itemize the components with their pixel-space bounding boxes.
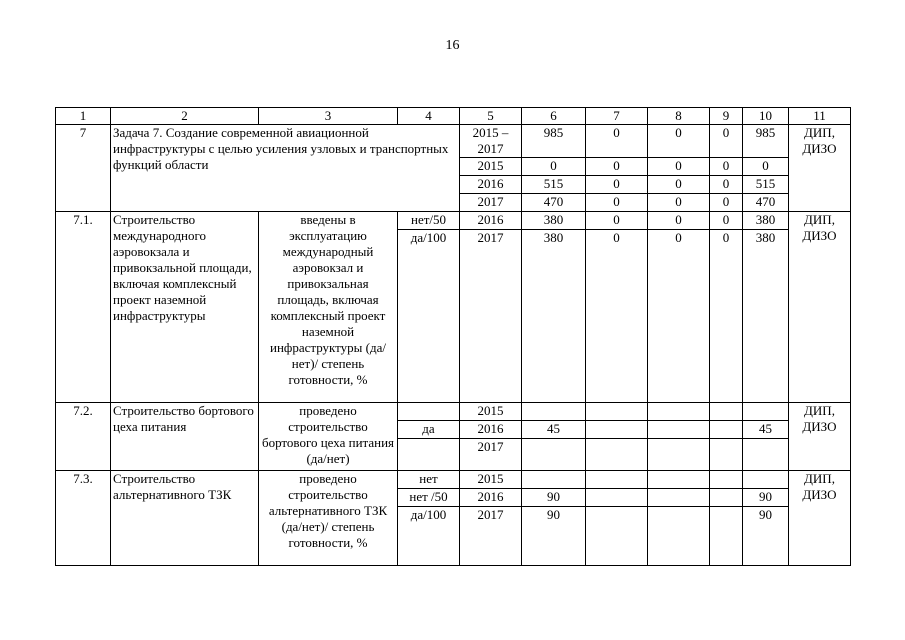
- value-cell: 985: [522, 125, 586, 158]
- value-cell: 0: [522, 158, 586, 176]
- target-cell: [398, 439, 460, 471]
- program-table: [55, 107, 851, 566]
- item-name: Строительство альтернативного ТЗК: [111, 471, 259, 566]
- header-cell: 10: [743, 108, 789, 125]
- value-cell: 0: [586, 194, 648, 212]
- target-cell: да/100: [398, 507, 460, 566]
- value-cell: 0: [648, 158, 710, 176]
- value-cell: [648, 421, 710, 439]
- header-cell: 9: [710, 108, 743, 125]
- value-cell: [743, 403, 789, 421]
- value-cell: [586, 507, 648, 566]
- value-cell: 0: [743, 158, 789, 176]
- year-cell: 2016: [460, 421, 522, 439]
- value-cell: 0: [710, 158, 743, 176]
- value-cell: [648, 507, 710, 566]
- value-cell: [586, 489, 648, 507]
- value-cell: 0: [586, 212, 648, 230]
- value-cell: [586, 421, 648, 439]
- value-cell: 0: [648, 212, 710, 230]
- value-cell: 380: [743, 230, 789, 403]
- value-cell: [710, 471, 743, 489]
- row-number: 7.2.: [56, 403, 111, 471]
- value-cell: 0: [710, 176, 743, 194]
- value-cell: 470: [743, 194, 789, 212]
- header-cell: 2: [111, 108, 259, 125]
- year-cell: 2017: [460, 230, 522, 403]
- year-cell: 2015: [460, 158, 522, 176]
- value-cell: 0: [710, 212, 743, 230]
- executor-cell: ДИП, ДИЗО: [789, 212, 851, 403]
- value-cell: [648, 471, 710, 489]
- value-cell: [710, 439, 743, 471]
- year-cell: 2015 – 2017: [460, 125, 522, 158]
- value-cell: 90: [743, 507, 789, 566]
- table-row: [56, 212, 851, 230]
- value-cell: [710, 489, 743, 507]
- value-cell: [710, 403, 743, 421]
- value-cell: 0: [586, 125, 648, 158]
- table-row: [56, 403, 851, 421]
- value-cell: [743, 471, 789, 489]
- year-cell: 2017: [460, 194, 522, 212]
- target-cell: нет/50: [398, 212, 460, 230]
- value-cell: 515: [743, 176, 789, 194]
- target-cell: да: [398, 421, 460, 439]
- target-cell: да/100: [398, 230, 460, 403]
- indicator-cell: проведено строительство альтернативного ТЗК (да/нет)/ степень готовности, %: [259, 471, 398, 566]
- year-cell: 2015: [460, 471, 522, 489]
- year-cell: 2015: [460, 403, 522, 421]
- value-cell: [710, 507, 743, 566]
- indicator-cell: проведено строительство бортового цеха питания (да/нет): [259, 403, 398, 471]
- value-cell: [522, 439, 586, 471]
- value-cell: [522, 471, 586, 489]
- row-number: 7.1.: [56, 212, 111, 403]
- executor-cell: ДИП, ДИЗО: [789, 403, 851, 471]
- value-cell: 0: [710, 230, 743, 403]
- task-title: Задача 7. Создание современной авиационной инфраструктуры с целью усиления узловых и транспортных функций области: [111, 125, 460, 212]
- row-number: 7.3.: [56, 471, 111, 566]
- year-cell: 2016: [460, 212, 522, 230]
- value-cell: 0: [586, 158, 648, 176]
- value-cell: 0: [648, 125, 710, 158]
- header-cell: 5: [460, 108, 522, 125]
- value-cell: [648, 403, 710, 421]
- target-cell: нет /50: [398, 489, 460, 507]
- target-cell: нет: [398, 471, 460, 489]
- value-cell: 0: [648, 176, 710, 194]
- value-cell: 0: [710, 125, 743, 158]
- row-number: 7: [56, 125, 111, 212]
- header-cell: 4: [398, 108, 460, 125]
- indicator-cell: введены в эксплуатацию международный аэровокзал и привокзальная площадь, включая комплексный проект наземной инфраструктуры (да/нет)/ степень готовности, %: [259, 212, 398, 403]
- header-cell: 11: [789, 108, 851, 125]
- value-cell: 45: [743, 421, 789, 439]
- value-cell: [743, 439, 789, 471]
- year-cell: 2016: [460, 176, 522, 194]
- year-cell: 2016: [460, 489, 522, 507]
- value-cell: [586, 439, 648, 471]
- value-cell: 985: [743, 125, 789, 158]
- value-cell: [710, 421, 743, 439]
- year-cell: 2017: [460, 507, 522, 566]
- page-number: 16: [445, 38, 460, 53]
- header-cell: 7: [586, 108, 648, 125]
- value-cell: 90: [743, 489, 789, 507]
- value-cell: 380: [522, 212, 586, 230]
- value-cell: 515: [522, 176, 586, 194]
- value-cell: 0: [586, 176, 648, 194]
- value-cell: 0: [710, 194, 743, 212]
- value-cell: [586, 403, 648, 421]
- value-cell: 0: [586, 230, 648, 403]
- header-cell: 6: [522, 108, 586, 125]
- value-cell: [648, 489, 710, 507]
- target-cell: [398, 403, 460, 421]
- value-cell: 380: [743, 212, 789, 230]
- table-row: [56, 471, 851, 489]
- value-cell: [586, 471, 648, 489]
- header-cell: 3: [259, 108, 398, 125]
- item-name: Строительство бортового цеха питания: [111, 403, 259, 471]
- executor-cell: ДИП, ДИЗО: [789, 125, 851, 212]
- value-cell: 380: [522, 230, 586, 403]
- item-name: Строительство международного аэровокзала и привокзальной площади, включая комплексный проект наземной инфраструктуры: [111, 212, 259, 403]
- year-cell: 2017: [460, 439, 522, 471]
- value-cell: [648, 439, 710, 471]
- header-cell: 1: [56, 108, 111, 125]
- table-row: [56, 125, 851, 158]
- header-row: [56, 108, 851, 125]
- value-cell: 470: [522, 194, 586, 212]
- value-cell: 90: [522, 507, 586, 566]
- executor-cell: ДИП, ДИЗО: [789, 471, 851, 566]
- value-cell: 0: [648, 230, 710, 403]
- value-cell: 45: [522, 421, 586, 439]
- header-cell: 8: [648, 108, 710, 125]
- value-cell: 90: [522, 489, 586, 507]
- value-cell: [522, 403, 586, 421]
- value-cell: 0: [648, 194, 710, 212]
